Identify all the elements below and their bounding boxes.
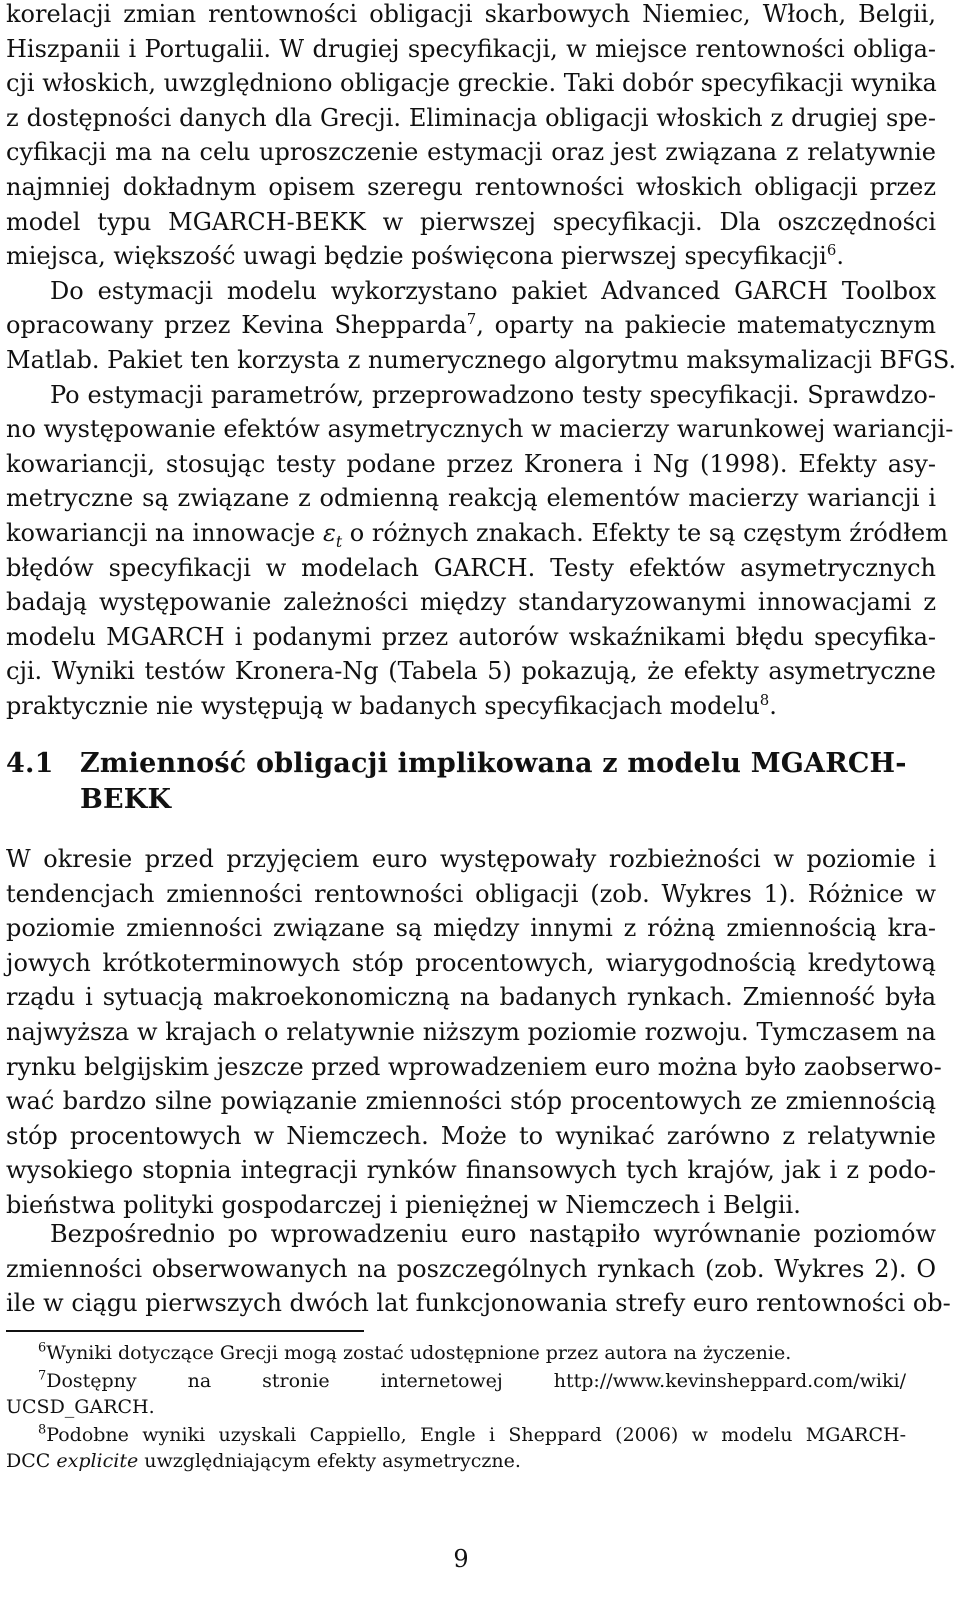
footnote-text: DCC (6, 1450, 51, 1472)
text-line: cyfikacji ma na celu uproszczenie estymacji oraz jest związana z relatywnie (6, 138, 936, 167)
text-line: bieństwa polityki gospodarczej i pieniężnej w Niemczech i Belgii. (6, 1190, 801, 1219)
text-fragment: kowariancji na innowacje (6, 518, 316, 547)
footnote-italic: explicite (56, 1450, 139, 1472)
text-line: Matlab. Pakiet ten korzysta z numerycznego algorytmu maksymalizacji BFGS. (6, 345, 957, 374)
text-fragment: praktycznie nie występują w badanych specyfikacjach modelu (6, 691, 760, 720)
text-line: rynku belgijskim jeszcze przed wprowadzeniem euro można było zaobserwo- (6, 1052, 942, 1081)
page-number: 9 (453, 1545, 469, 1573)
text-line: korelacji zmian rentowności obligacji skarbowych Niemiec, Włoch, Belgii, (6, 0, 936, 28)
text-line: ile w ciągu pierwszych dwóch lat funkcjonowania strefy euro rentowności ob- (6, 1289, 951, 1318)
footnote-ref-8[interactable]: 8 (759, 690, 770, 709)
footnote-ref-7[interactable]: 7 (466, 310, 477, 329)
text-line: Do estymacji modelu wykorzystano pakiet Advanced GARCH Toolbox (50, 276, 936, 305)
section-title-line1: Zmienność obligacji implikowana z modelu MGARCH- (80, 748, 907, 779)
footnote-line (6, 1368, 906, 1394)
text-line: model typu MGARCH-BEKK w pierwszej specyfikacji. Dla oszczędności (6, 207, 936, 236)
epsilon-subscript: t (335, 532, 343, 551)
footnote-ref-6[interactable]: 6 (826, 241, 837, 260)
text-line: wać bardzo silne powiązanie zmienności stóp procentowych ze zmiennością (6, 1087, 936, 1116)
text-line: Hiszpanii i Portugalii. W drugiej specyfikacji, w miejsce rentowności obliga- (6, 34, 936, 63)
paragraph-2 (6, 842, 942, 1223)
text-line: najmniej dokładnym opisem szeregu rentowności włoskich obligacji przez (6, 172, 936, 201)
footnote-text: uwzględniającym efekty asymetryczne. (144, 1450, 521, 1472)
footnote-text[interactable]: Dostępny na stronie internetowej http://www.kevinsheppard.com/wiki/ (46, 1370, 906, 1392)
text-line: rządu i sytuacją makroekonomiczną na badanych rynkach. Zmienność była (6, 983, 936, 1012)
text-line (6, 516, 948, 551)
text-line: stóp procentowych w Niemczech. Może to wynikać zarówno z relatywnie (6, 1121, 936, 1150)
text-line: cji. Wyniki testów Kronera-Ng (Tabela 5) pokazują, że efekty asymetryczne (6, 657, 936, 686)
text-line: cji włoskich, uwzględniono obligacje greckie. Taki dobór specyfikacji wynika (6, 69, 937, 98)
text-line: Po estymacji parametrów, przeprowadzono testy specyfikacji. Sprawdzo- (50, 380, 936, 409)
footnote-line (6, 1448, 906, 1474)
section-title-line2: BEKK (80, 784, 172, 815)
footnote-6 (6, 1340, 906, 1366)
footnote-mark-6: 6 (38, 1340, 47, 1356)
footnote-7 (6, 1368, 906, 1420)
text-line: jowych krótkoterminowych stóp procentowych, wiarygodnością kredytową (6, 948, 936, 977)
epsilon-symbol (322, 518, 343, 551)
footnotes (6, 1340, 906, 1476)
footnote-8 (6, 1422, 906, 1474)
footnote-separator (6, 1330, 364, 1332)
text-line: W okresie przed przyjęciem euro występowały rozbieżności w poziomie i (6, 845, 936, 873)
footnote-mark-8: 8 (38, 1422, 47, 1438)
text-line: wysokiego stopnia integracji rynków finansowych tych krajów, jak i z podo- (6, 1156, 936, 1185)
paragraph-1 (6, 0, 957, 723)
text-line: badają występowanie zależności między standaryzowanymi innowacjami z (6, 588, 936, 617)
epsilon-char: ε (322, 518, 336, 547)
text-line: poziomie zmienności związane są między innymi z różną zmiennością kra- (6, 914, 936, 943)
section-heading (6, 746, 936, 818)
footnote-line: UCSD_GARCH. (6, 1396, 155, 1418)
text-line: modelu MGARCH i podanymi przez autorów wskaźnikami błędu specyfika- (6, 622, 936, 651)
text-line: no występowanie efektów asymetrycznych w macierzy warunkowej wariancji- (6, 415, 954, 444)
text-line: Bezpośrednio po wprowadzeniu euro nastąpiło wyrównanie poziomów (50, 1220, 936, 1248)
footnote-text: Podobne wyniki uzyskali Cappiello, Engle i Sheppard (2006) w modelu MGARCH- (46, 1424, 906, 1446)
footnote-text: Wyniki dotyczące Grecji mogą zostać udostępnione przez autora na życzenie. (46, 1342, 792, 1364)
text-fragment: , oparty na pakiecie matematycznym (476, 311, 936, 340)
text-line: metryczne są związane z odmienną reakcją elementów macierzy wariancji i (6, 484, 936, 513)
footnote-line (6, 1422, 906, 1448)
text-line: błędów specyfikacji w modelach GARCH. Testy efektów asymetrycznych (6, 553, 936, 582)
footnote-line (6, 1340, 906, 1366)
text-fragment: o różnych znakach. Efekty te są częstym źródłem (349, 518, 948, 547)
paragraph-3 (6, 1217, 951, 1321)
text-line: miejsca, większość uwagi będzie poświęcona pierwszej specyfikacji$^6$. (6, 241, 844, 271)
text-line: kowariancji, stosując testy podane przez Kronera i Ng (1998). Efekty asy- (6, 449, 936, 478)
section-number: 4.1 (6, 748, 54, 779)
text-line: tendencjach zmienności rentowności obligacji (zob. Wykres 1). Różnice w (6, 879, 936, 908)
heading-line (6, 746, 936, 782)
text-fragment: opracowany przez Kevina Shepparda (6, 311, 467, 340)
text-fragment: miejsca, większość uwagi będzie poświęcona pierwszej specyfikacji (6, 242, 827, 271)
text-line: zmienności obserwowanych na poszczególnych rynkach (zob. Wykres 2). O (6, 1254, 936, 1283)
text-line (6, 308, 936, 343)
text-line: najwyższa w krajach o relatywnie niższym poziomie rozwoju. Tymczasem na (6, 1017, 936, 1046)
text-line: z dostępności danych dla Grecji. Eliminacja obligacji włoskich z drugiej spe- (6, 103, 936, 132)
text-line: praktycznie nie występują w badanych specyfikacjach modelu$^8$. (6, 690, 777, 720)
footnote-mark-7: 7 (38, 1368, 47, 1384)
